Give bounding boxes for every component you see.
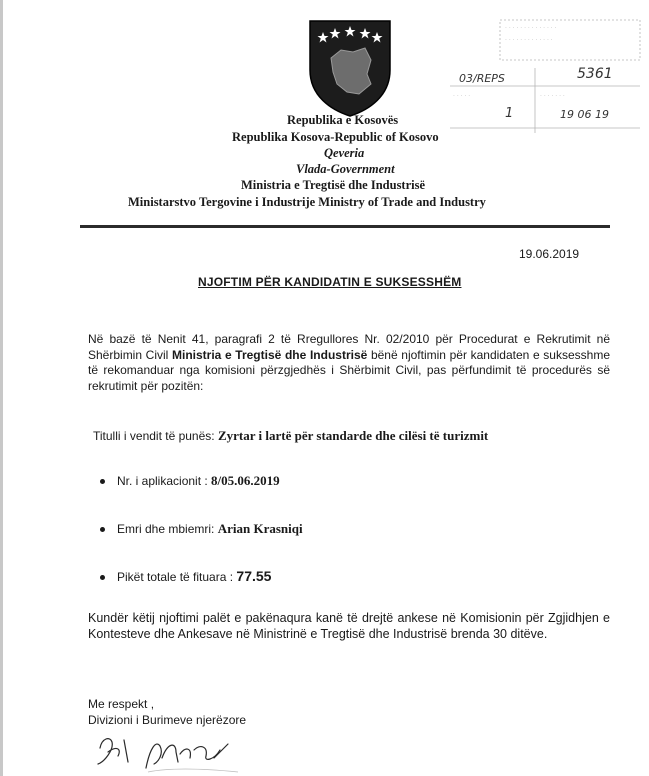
intro-paragraph: [88, 332, 610, 394]
stamp-code: 03/REPS: [459, 72, 505, 85]
bullet-icon: [100, 479, 105, 484]
svg-text:· · · · · · ·: · · · · · · ·: [540, 93, 565, 100]
points-label: Pikët totale të fituara :: [117, 570, 234, 584]
bullet-icon: [100, 575, 105, 580]
application-label: Nr. i aplikacionit :: [117, 474, 208, 488]
stamp-date: 19 06 19: [560, 108, 609, 121]
header-line-3: Qeveria: [324, 146, 365, 160]
candidate-name-row: [100, 521, 303, 537]
intro-ministry-name: Ministria e Tregtisë dhe Industrisë: [171, 347, 368, 362]
bullet-icon: [100, 527, 105, 532]
header-line-4: Vlada-Government: [296, 162, 395, 176]
handwritten-signature: [88, 728, 258, 776]
kosovo-emblem-icon: [307, 18, 393, 118]
appeal-paragraph: Kundër këtij njoftimi palët e pakënaqura kanë të drejtë ankese në Komisionin për Zgjidhjen e Kontesteve dhe Ankesave në Ministrinë e Tregtisë dhe Industrisë brenda 30 ditëve.: [88, 611, 610, 641]
closing-regards: Me respekt ,: [88, 697, 155, 711]
svg-text:· · · · · · · · · · · · ·: · · · · · · · · · · · · ·: [505, 37, 553, 44]
intro-text-end: bënë njoftimin për kandidaten e suksesshme të rekomanduar nga komisioni përzgjedhës i Shërbimit Civil, pas përfundimit të procedurës së rekrutimit për pozitën:: [88, 347, 610, 393]
application-value: 8/05.06.2019: [211, 473, 280, 488]
name-label: Emri dhe mbiemri:: [117, 522, 215, 536]
points-value: 77.55: [236, 568, 272, 584]
job-title-value: Zyrtar i lartë për standarde dhe cilësi të turizmit: [217, 428, 489, 443]
name-value: Arian Krasniqi: [217, 521, 303, 536]
svg-text:· · · · ·: · · · · ·: [453, 93, 471, 100]
header-line-2: Republika Kosova-Republic of Kosovo: [232, 130, 439, 144]
header-line-6: Ministarstvo Tergovine i Industrije Ministry of Trade and Industry: [128, 195, 486, 209]
stamp-count: 1: [505, 106, 514, 121]
svg-text:· · · · · · · · · · · · · ·: · · · · · · · · · · · · · ·: [505, 25, 557, 32]
header-line-5: Ministria e Tregtisë dhe Industrisë: [241, 178, 426, 192]
document-title: NJOFTIM PËR KANDIDATIN E SUKSESSHËM: [198, 275, 462, 289]
stamp-number: 5361: [577, 66, 613, 82]
job-title-row: [93, 428, 488, 444]
intro-text-start: Në bazë të Nenit 41, paragrafi 2 të Rregullores Nr. 02/2010 për Procedurat e Rekrutimit në Shërbimin Civil: [88, 332, 610, 362]
header-line-1: Republika e Kosovës: [287, 113, 399, 127]
scan-edge: [0, 0, 3, 776]
total-points-row: [100, 568, 271, 584]
job-title-label: Titulli i vendit të punës:: [93, 429, 215, 443]
closing-division: Divizioni i Burimeve njerëzore: [88, 713, 247, 727]
application-number-row: [100, 473, 280, 489]
document-date: 19.06.2019: [519, 247, 580, 261]
header-rule: [80, 225, 610, 228]
